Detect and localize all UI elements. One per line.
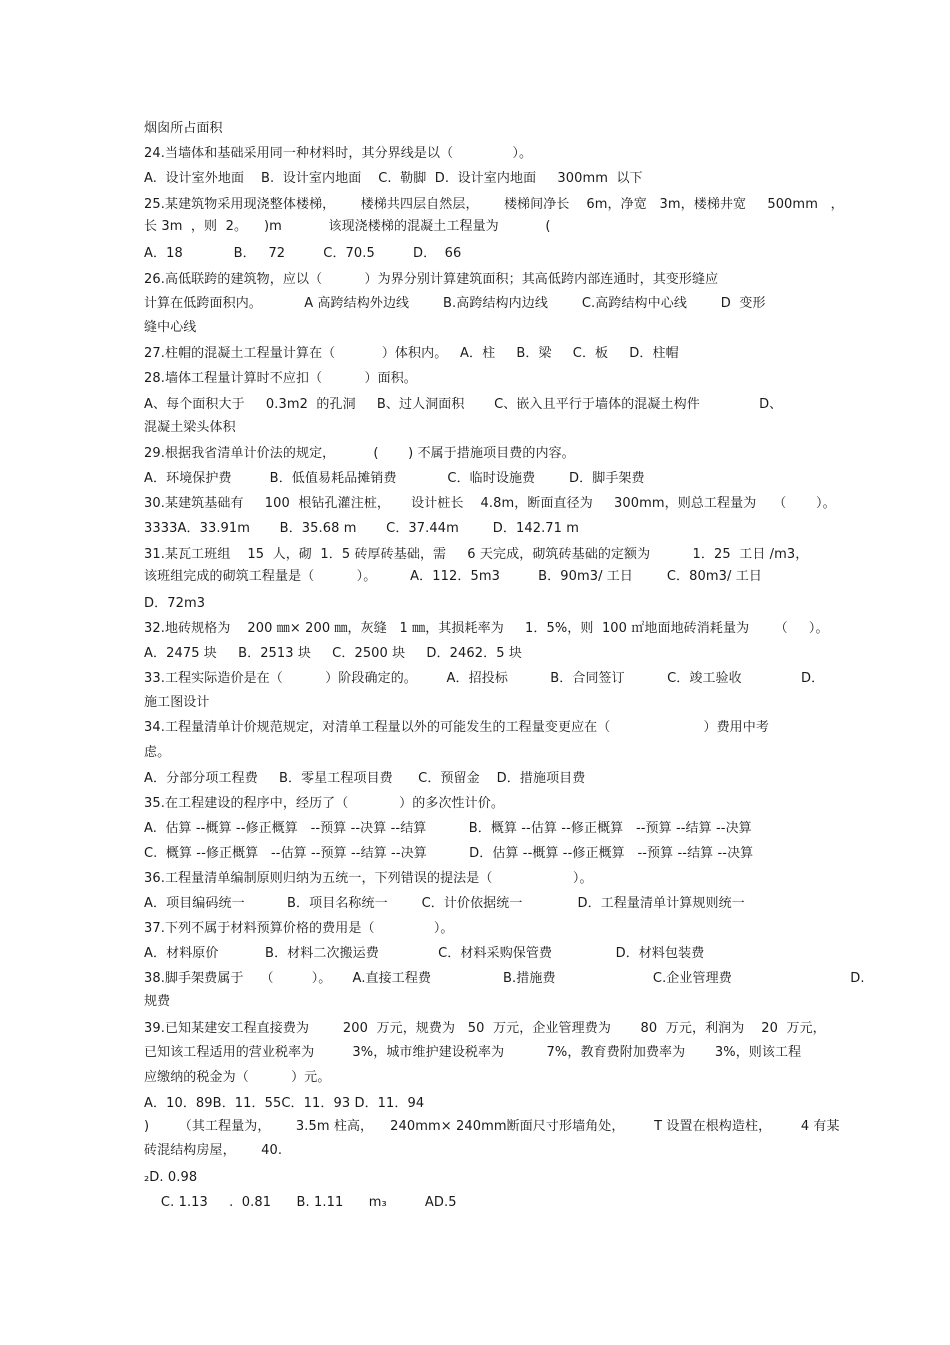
text-line: 38.脚手架费属于 （ ）。 A.直接工程费 B.措施费 C.企业管理费 D.: [144, 971, 865, 986]
text-line: A．10．89B．11．55C．11．93 D．11．94: [144, 1096, 425, 1111]
text-line: A．环境保护费 B．低值易耗品摊销费 C．临时设施费 D．脚手架费: [144, 471, 645, 486]
text-line: 26.高低联跨的建筑物，应以（ ）为界分别计算建筑面积；其高低跨内部连通时，其变形缝应: [144, 272, 719, 287]
text-line: 计算在低跨面积内。 A 高跨结构外边线 B.高跨结构内边线 C.高跨结构中心线 D 变形: [144, 296, 766, 311]
text-line: 31.某瓦工班组 15 人，砌 1．5 砖厚砖基础，需 6 天完成，砌筑砖基础的定额为 1．25 工日 /m3，: [144, 547, 809, 562]
text-line: 33.工程实际造价是在（ ）阶段确定的。 A．招投标 B．合同签订 C．竣工验收 D．: [144, 671, 825, 686]
text-line: A、每个面积大于 0.3m2 的孔洞 B、过人洞面积 C、嵌入且平行于墙体的混凝土构件 D、: [144, 397, 783, 412]
text-line: 28.墙体工程量计算时不应扣（ ）面积。: [144, 371, 417, 386]
text-line: 32.地砖规格为 200 ㎜× 200 ㎜，灰缝 1 ㎜，其损耗率为 1．5%，则 100 ㎡地面地砖消耗量为 （ ）。: [144, 621, 829, 636]
text-line: 缝中心线: [144, 320, 197, 335]
text-line: 27.柱帽的混凝土工程量计算在（ ）体积内。 A．柱 B．梁 C．板 D．柱帽: [144, 346, 679, 361]
text-line: 25.某建筑物采用现浇整体楼梯， 楼梯共四层自然层， 楼梯间净长 6m，净宽 3m，楼梯井宽 500mm ，: [144, 197, 844, 212]
text-line: 长 3m ，则 2。 )m 该现浇楼梯的混凝土工程量为 (: [144, 219, 551, 234]
text-line: D．72m3: [144, 596, 206, 611]
text-line: A．18 B． 72 C．70.5 D． 66: [144, 246, 462, 261]
text-line: 35.在工程建设的程序中，经历了（ ）的多次性计价。: [144, 796, 504, 811]
text-line: 应缴纳的税金为（ ）元。: [144, 1070, 331, 1085]
text-line: A. 设计室外地面 B. 设计室内地面 C. 勒脚 D. 设计室内地面 300mm 以下: [144, 171, 643, 186]
text-line: 混凝土梁头体积: [144, 420, 236, 435]
text-line: 烟囱所占面积: [144, 121, 223, 136]
text-line: 34.工程量清单计价规范规定，对清单工程量以外的可能发生的工程量变更应在（ ）费用中考: [144, 720, 769, 735]
text-line: 30.某建筑基础有 100 根钻孔灌注桩， 设计桩长 4.8m，断面直径为 300mm，则总工程量为 （ ）。: [144, 496, 836, 511]
text-line: ₂D. 0.98: [144, 1170, 198, 1185]
text-line: C. 1.13 . 0.81 B. 1.11 m₃ AD.5: [144, 1195, 457, 1210]
text-line: 24.当墙体和基础采用同一种材料时，其分界线是以（ ）。: [144, 146, 533, 161]
text-line: 39.已知某建安工程直接费为 200 万元，规费为 50 万元，企业管理费为 80 万元，利润为 20 万元，: [144, 1021, 826, 1036]
text-line: 虑。: [144, 745, 171, 760]
text-line: 36.工程量清单编制原则归纳为五统一，下列错误的提法是（ ）。: [144, 871, 593, 886]
text-line: 37.下列不属于材料预算价格的费用是（ ）。: [144, 921, 454, 936]
text-line: 3333A．33.91m B．35.68 m C．37.44m D．142.71 m: [144, 521, 580, 536]
text-line: 29.根据我省清单计价法的规定， ( ) 不属于措施项目费的内容。: [144, 446, 575, 461]
text-line: A．材料原价 B．材料二次搬运费 C．材料采购保管费 D．材料包装费: [144, 946, 705, 961]
text-line: 已知该工程适用的营业税率为 3%，城市维护建设税率为 7%，教育费附加费率为 3%，则该工程: [144, 1045, 802, 1060]
text-line: A．2475 块 B．2513 块 C．2500 块 D．2462．5 块: [144, 646, 522, 661]
text-line: 施工图设计: [144, 695, 210, 710]
text-line: 规费: [144, 994, 171, 1009]
text-line: A．分部分项工程费 B．零星工程项目费 C．预留金 D．措施项目费: [144, 771, 586, 786]
text-line: A. 估算 --概算 --修正概算 --预算 --决算 --结算 B．概算 --估算 --修正概算 --预算 --结算 --决算: [144, 821, 752, 836]
text-line: A．项目编码统一 B．项目名称统一 C．计价依据统一 D．工程量清单计算规则统一: [144, 896, 745, 911]
text-line: 砖混结构房屋， 40.: [144, 1143, 283, 1158]
text-line: 该班组完成的砌筑工程量是（ ）。 A．112．5m3 B．90m3/ 工日 C．80m3/ 工日: [144, 569, 762, 584]
text-line: ) （其工程量为， 3.5m 柱高， 240mm× 240mm断面尺寸形墙角处， T 设置在根构造柱， 4 有某: [144, 1119, 840, 1134]
text-line: C. 概算 --修正概算 --估算 --预算 --结算 --决算 D．估算 --概算 --修正概算 --预算 --结算 --决算: [144, 846, 754, 861]
